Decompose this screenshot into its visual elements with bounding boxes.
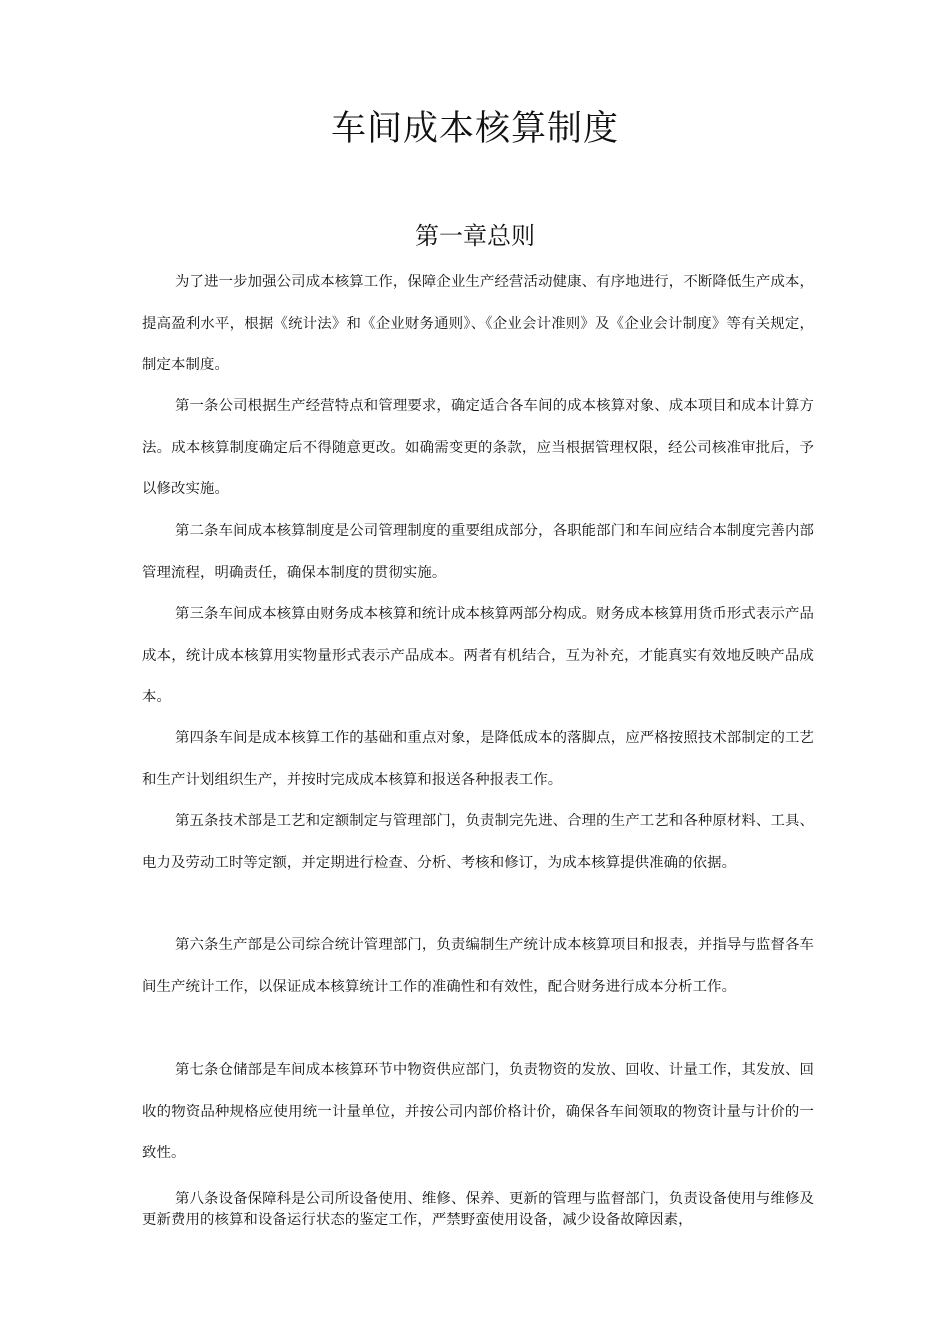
paragraph-preamble: 为了进一步加强公司成本核算工作，保障企业生产经营活动健康、有序地进行，不断降低生产成本，提高盈利水平，根据《统计法》和《企业财务通则》、《企业会计准则》及《企业会计制度》等有关规定，制定本制度。 xyxy=(142,274,814,373)
paragraph-article-6: 第六条生产部是公司综合统计管理部门，负责编制生产统计成本核算项目和报表，并指导与监督各车间生产统计工作，以保证成本核算统计工作的准确性和有效性，配合财务进行成本分析工作。 xyxy=(142,937,814,995)
paragraph-article-5: 第五条技术部是工艺和定额制定与管理部门，负责制完先进、合理的生产工艺和各种原材料、工具、电力及劳动工时等定额，并定期进行检查、分析、考核和修订，为成本核算提供准确的依据。 xyxy=(142,813,814,871)
paragraph-article-1: 第一条公司根据生产经营特点和管理要求，确定适合各车间的成本核算对象、成本项目和成本计算方法。成本核算制度确定后不得随意更改。如确需变更的条款，应当根据管理权限，经公司核准审批后，予以修改实施。 xyxy=(142,398,814,497)
paragraph-article-8: 第八条设备保障科是公司所设备使用、维修、保养、更新的管理与监督部门，负责设备使用与维修及更新费用的核算和设备运行状态的鉴定工作，严禁野蛮使用设备，减少设备故障因素， xyxy=(142,1191,814,1228)
paragraph-article-4: 第四条车间是成本核算工作的基础和重点对象，是降低成本的落脚点，应严格按照技术部制定的工艺和生产计划组织生产，并按时完成成本核算和报送各种报表工作。 xyxy=(142,730,814,788)
chapter-heading: 第一章总则 xyxy=(415,222,535,250)
paragraph-article-3: 第三条车间成本核算由财务成本核算和统计成本核算两部分构成。财务成本核算用货币形式表示产品成本，统计成本核算用实物量形式表示产品成本。两者有机结合，互为补充，才能真实有效地反映产品成本。 xyxy=(142,606,814,705)
document-title: 车间成本核算制度 xyxy=(330,109,619,149)
paragraph-article-7: 第七条仓储部是车间成本核算环节中物资供应部门，负责物资的发放、回收、计量工作，其发放、回收的物资品种规格应使用统一计量单位，并按公司内部价格计价，确保各车间领取的物资计量与计价的一致性。 xyxy=(142,1062,814,1161)
paragraph-article-2: 第二条车间成本核算制度是公司管理制度的重要组成部分，各职能部门和车间应结合本制度完善内部管理流程，明确责任，确保本制度的贯彻实施。 xyxy=(142,523,814,581)
